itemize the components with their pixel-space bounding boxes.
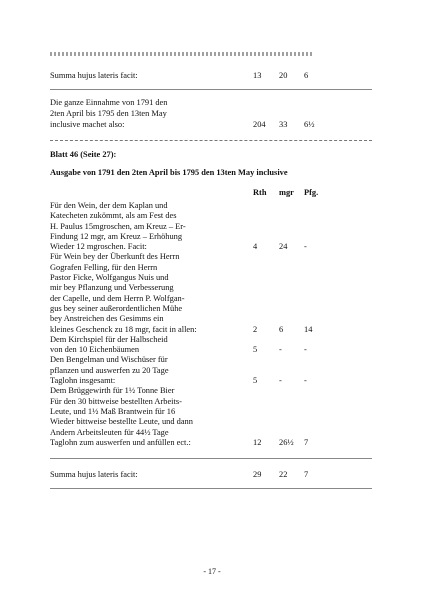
body-line: Für den 30 bittweise bestellten Arbeits- — [50, 396, 182, 406]
body-text — [50, 201, 197, 448]
body-line: Wieder 12 mgroschen. Facit: — [50, 242, 147, 252]
body-line: Für Wein bey der Überkunft des Herrn — [50, 252, 180, 262]
entry-pfg: - — [304, 345, 307, 355]
entry-mgr: 6 — [279, 324, 284, 334]
divider — [50, 458, 372, 459]
bottom-summary-pfg: 7 — [304, 470, 309, 479]
section-heading: Blatt 46 (Seite 27): — [50, 150, 117, 159]
entry-rth: 5 — [253, 345, 258, 355]
top-summary-rth: 13 — [253, 71, 262, 80]
page-number: - 17 - — [203, 567, 221, 576]
entry-mgr: 24 — [279, 242, 288, 252]
body-line: H. Paulus 15mgroschen, am Kreuz – Er- — [50, 221, 186, 231]
body-line: bey Anstreichen des Gesimms ein — [50, 314, 164, 324]
top-summary-label: Summa hujus lateris facit: — [50, 71, 138, 80]
entry-pfg: 14 — [304, 324, 313, 334]
top-summary-mgr: 20 — [279, 71, 288, 80]
body-line: Leute, und 1½ Maß Brantwein für 16 — [50, 406, 176, 416]
body-line: Für den Wein, der dem Kaplan und — [50, 201, 168, 210]
col-header-mgr: mgr — [279, 188, 294, 197]
col-header-pfg: Pfg. — [304, 188, 319, 197]
entry-rth: 12 — [253, 437, 262, 447]
divider — [50, 488, 372, 489]
col-header-rth: Rth — [253, 188, 267, 197]
top-summary-pfg: 6 — [304, 71, 309, 80]
bottom-summary-rth: 29 — [253, 470, 262, 479]
entry-rth: 5 — [253, 376, 258, 386]
wavy-separator — [50, 52, 314, 56]
entry-mgr: - — [279, 376, 282, 386]
body-line: Den Bengelman und Wischüser für — [50, 355, 168, 365]
body-line: Katecheten zukömmt, als am Fest des — [50, 211, 177, 221]
entry-pfg: 7 — [304, 437, 309, 447]
total-mgr: 33 — [279, 120, 288, 129]
dashed-divider — [50, 140, 372, 141]
bottom-summary-label: Summa hujus lateris facit: — [50, 470, 138, 479]
body-line: der Capelle, und dem Herrn P. Wolfgan- — [50, 293, 185, 303]
body-line: Andern Arbeitsleuten für 44½ Tage — [50, 427, 169, 437]
body-line: Taglohn insgesamt: — [50, 376, 116, 386]
total-line-2: 2ten April bis 1795 den 13ten May — [50, 109, 167, 118]
body-line: pflanzen und auswerfen zu 20 Tage — [50, 365, 169, 375]
divider — [50, 89, 372, 90]
entry-rth: 2 — [253, 324, 258, 334]
body-line: gus bey seiner außerordentlichen Mühe — [50, 303, 183, 313]
body-line: Dem Kirchspiel für der Halbscheid — [50, 334, 168, 344]
entry-pfg: - — [304, 376, 307, 386]
entry-mgr: 26½ — [279, 437, 294, 447]
body-line: Dem Brüggewirth für 1½ Tonne Bier — [50, 386, 175, 396]
total-line-1: Die ganze Einnahme von 1791 den — [50, 98, 168, 107]
entry-pfg: - — [304, 242, 307, 252]
body-line: Gografen Felling, für den Herrn — [50, 262, 158, 272]
body-line: mir bey Pflanzung und Verbesserung — [50, 283, 174, 293]
body-line: Wieder bittweise bestellte Leute, und dann — [50, 417, 193, 427]
entry-rth: 4 — [253, 242, 258, 252]
body-line: von den 10 Eichenbäumen — [50, 345, 140, 355]
total-pfg: 6½ — [304, 120, 315, 129]
section-subheading: Ausgabe von 1791 den 2ten April bis 1795 den 13ten May inclusive — [50, 168, 288, 177]
body-line: Taglohn zum auswerfen und anfüllen ect.: — [50, 437, 191, 447]
body-line: Findung 12 mgr, am Kreuz – Erhöhung — [50, 231, 183, 241]
total-line-3: inclusive machet also: — [50, 120, 125, 129]
body-line: Pastor Ficke, Wolfgangus Nuis und — [50, 273, 169, 283]
total-rth: 204 — [253, 120, 266, 129]
body-line: kleines Geschenck zu 18 mgr, facit in allen: — [50, 324, 197, 334]
entry-mgr: - — [279, 345, 282, 355]
bottom-summary-mgr: 22 — [279, 470, 288, 479]
